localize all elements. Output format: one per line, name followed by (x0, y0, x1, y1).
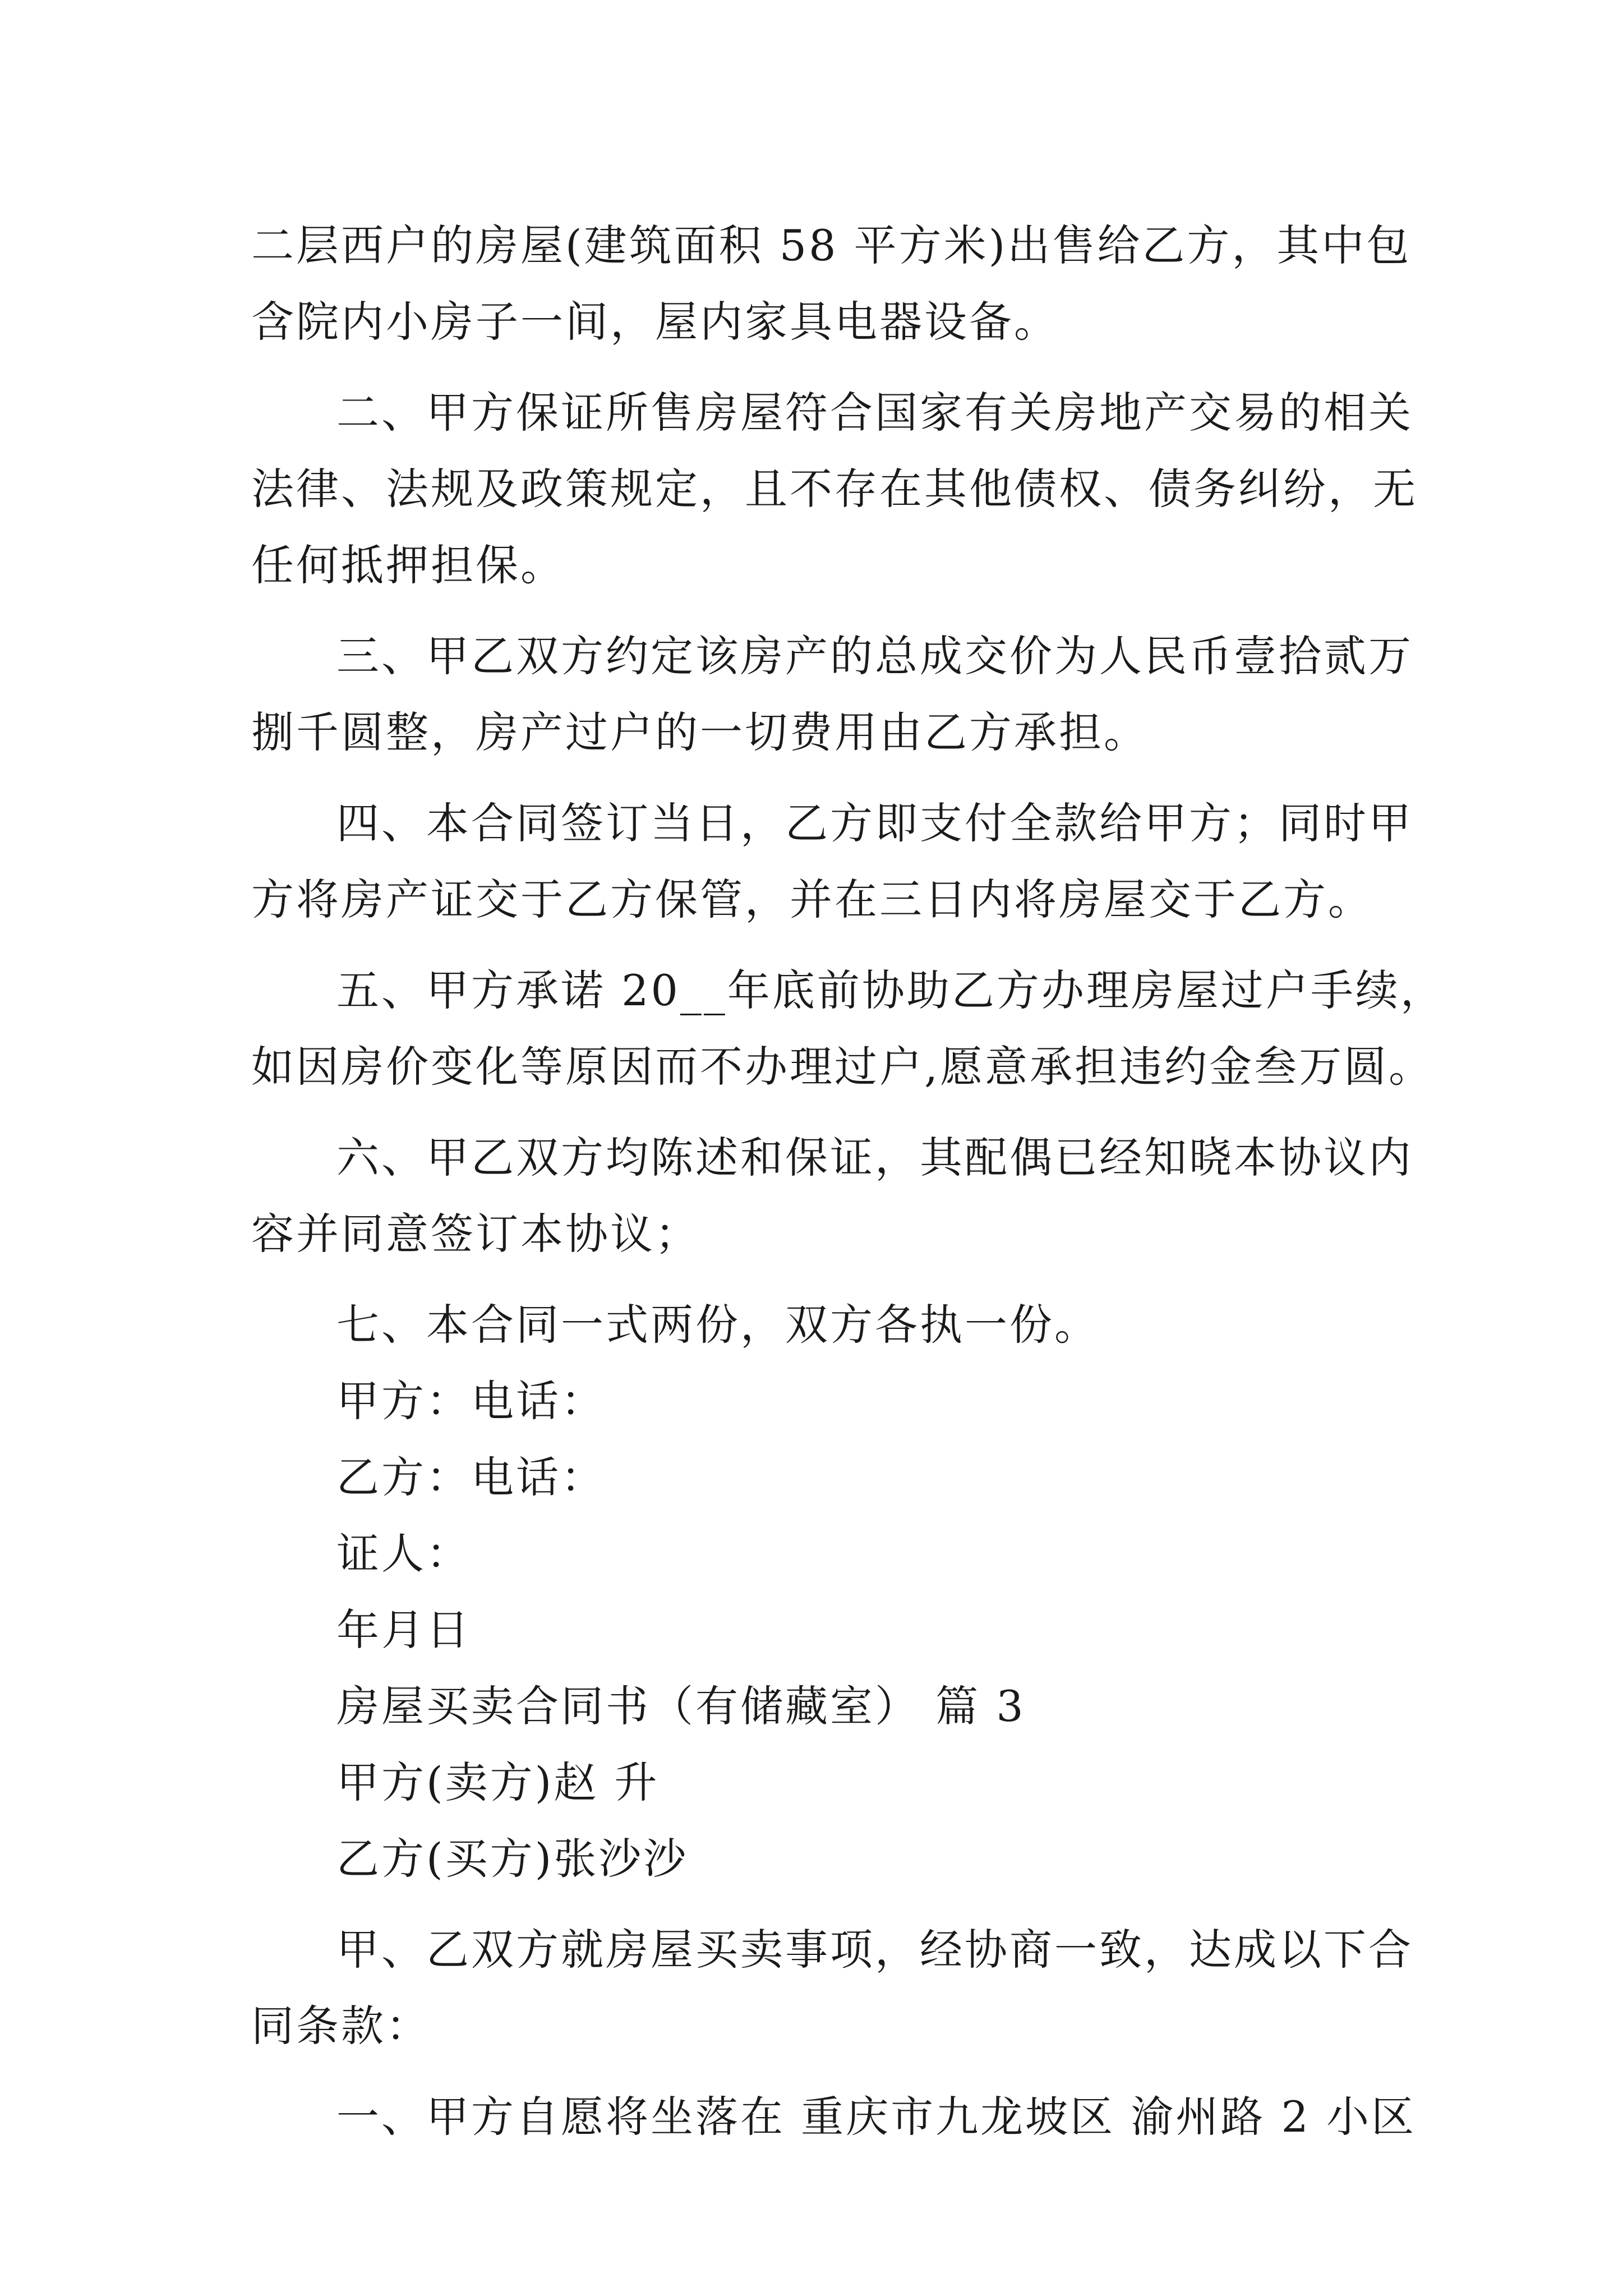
text-line: 乙方(买方)张沙沙 (336, 1834, 689, 1884)
text-line: 一、甲方自愿将坐落在 重庆市九龙坡区 渝州路 2 小区 (336, 2092, 1416, 2142)
text-line: 六、甲乙双方均陈述和保证，其配偶已经知晓本协议内 (336, 1133, 1413, 1182)
text-line: 甲方(卖方)赵 升 (336, 1757, 660, 1807)
text-line: 任何抵押担保。 (251, 540, 565, 590)
text-line: 甲方：电话： (336, 1376, 606, 1426)
text-line: 捌千圆整，房产过户的一切费用由乙方承担。 (251, 707, 1149, 757)
text-line: 年月日 (336, 1605, 471, 1655)
text-line: 如因房价变化等原因而不办理过户,愿意承担违约金叁万圆。 (251, 1042, 1434, 1092)
document-body (251, 208, 1445, 2155)
text-line: 容并同意签订本协议； (251, 1209, 700, 1259)
text-line: 同条款： (251, 2001, 431, 2051)
text-line: 乙方：电话： (336, 1452, 606, 1502)
text-line: 二层西户的房屋(建筑面积 58 平方米)出售给乙方，其中包 (251, 220, 1412, 270)
text-line: 二、甲方保证所售房屋符合国家有关房地产交易的相关 (336, 388, 1413, 438)
text-line: 五、甲方承诺 20__年底前协助乙方办理房屋过户手续， (336, 965, 1445, 1015)
text-line: 法律、法规及政策规定，且不存在其他债权、债务纠纷，无 (251, 464, 1418, 514)
section-heading: 房屋买卖合同书（有储藏室） 篇 3 (336, 1681, 1026, 1731)
text-line: 方将房产证交于乙方保管，并在三日内将房屋交于乙方。 (251, 875, 1373, 924)
text-line: 含院内小房子一间，屋内家具电器设备。 (251, 297, 1059, 347)
text-line: 证人： (336, 1529, 471, 1579)
text-line: 三、甲乙双方约定该房产的总成交价为人民币壹拾贰万 (336, 631, 1413, 681)
text-line: 四、本合同签订当日，乙方即支付全款给甲方；同时甲 (336, 798, 1413, 848)
text-line: 七、本合同一式两份，双方各执一份。 (336, 1300, 1099, 1350)
text-line: 甲、乙双方就房屋买卖事项，经协商一致，达成以下合 (336, 1925, 1413, 1975)
